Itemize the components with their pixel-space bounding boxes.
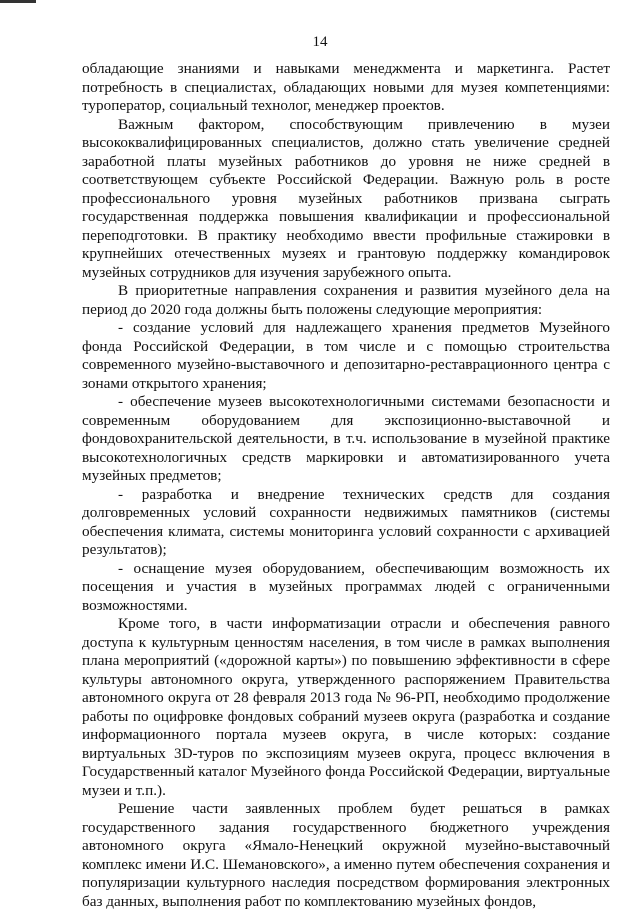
list-item-accessibility: - оснащение музея оборудованием, обеспечивающим возможность их посещения и участия в музейных программах людей с ограниченными возможностями. — [82, 559, 610, 614]
paragraph-priority-directions: В приоритетные направления сохранения и развития музейного дела на период до 2020 года должны быть положены следующие мероприятия: — [82, 282, 610, 318]
list-item-technical-means: - разработка и внедрение технических средств для создания долговременных условий сохранности недвижимых памятников (системы обеспечения климата, системы мониторинга условий сохранности с архивацией результатов); — [82, 485, 610, 558]
paragraph-informatization: Кроме того, в части информатизации отрасли и обеспечения равного доступа к культурным ценностям населения, в том числе в рамках выполнения плана мероприятий («дорожной карты») по повышению эффективности в сфере культуры автономного округа, утвержденного распоряжением Правительства автономного округа от 28 февраля 2013 года № 96-РП, необходимо продолжение работы по оцифровке фондовых собраний музеев округа (разработка и создание информационного портала музеев округа, в числе которых: создание виртуальных 3D-туров по экспозициям музеев округа, процесс включения в Государственный каталог Музейного фонда Российской Федерации, виртуальные музеи и т.п.). — [82, 615, 610, 799]
paragraph-state-assignment: Решение части заявленных проблем будет решаться в рамках государственного задания государственного бюджетного учреждения автономного округа «Ямало-Ненецкий окружной музейно-выставочный комплекс имени И.С. Шемановского», а именно путем обеспечения сохранения и популяризации культурного наследия посредством формирования электронных баз данных, выполнения работ по комплектованию музейных фондов, — [82, 800, 610, 910]
paragraph-staff-salary: Важным фактором, способствующим привлечению в музеи высококвалифицированных специалистов, должно стать увеличение средней заработной платы музейных работников до уровня не ниже средней в соответствующем субъекте Российской Федерации. Важную роль в росте профессионального уровня музейных работников призвана сыграть государственная поддержка повышения квалификации и профессиональной переподготовки. В практику необходимо ввести профильные стажировки в крупнейших отечественных музеях и грантовую поддержку командировок музейных сотрудников для изучения зарубежного опыта. — [82, 115, 610, 281]
page-number: 14 — [312, 34, 328, 50]
scan-edge-mark — [0, 0, 36, 3]
list-item-security-systems: - обеспечение музеев высокотехнологичными системами безопасности и современным оборудованием для экспозиционно-выставочной и фондовохранительской деятельности, в т.ч. использование в музейной практике высокотехнологичных средств маркировки и автоматизированного учета музейных предметов; — [82, 393, 610, 484]
paragraph-continued: обладающие знаниями и навыками менеджмента и маркетинга. Растет потребность в специалистах, обладающих новыми для музея компетенциями: туроператор, социальный технолог, менеджер проектов. — [82, 60, 610, 114]
document-body — [82, 60, 610, 911]
list-item-storage-conditions: - создание условий для надлежащего хранения предметов Музейного фонда Российской Федерации, в том числе и с помощью строительства современного музейно-выставочного и депозитарно-реставрационного центра с зонами открытого хранения; — [82, 319, 610, 392]
